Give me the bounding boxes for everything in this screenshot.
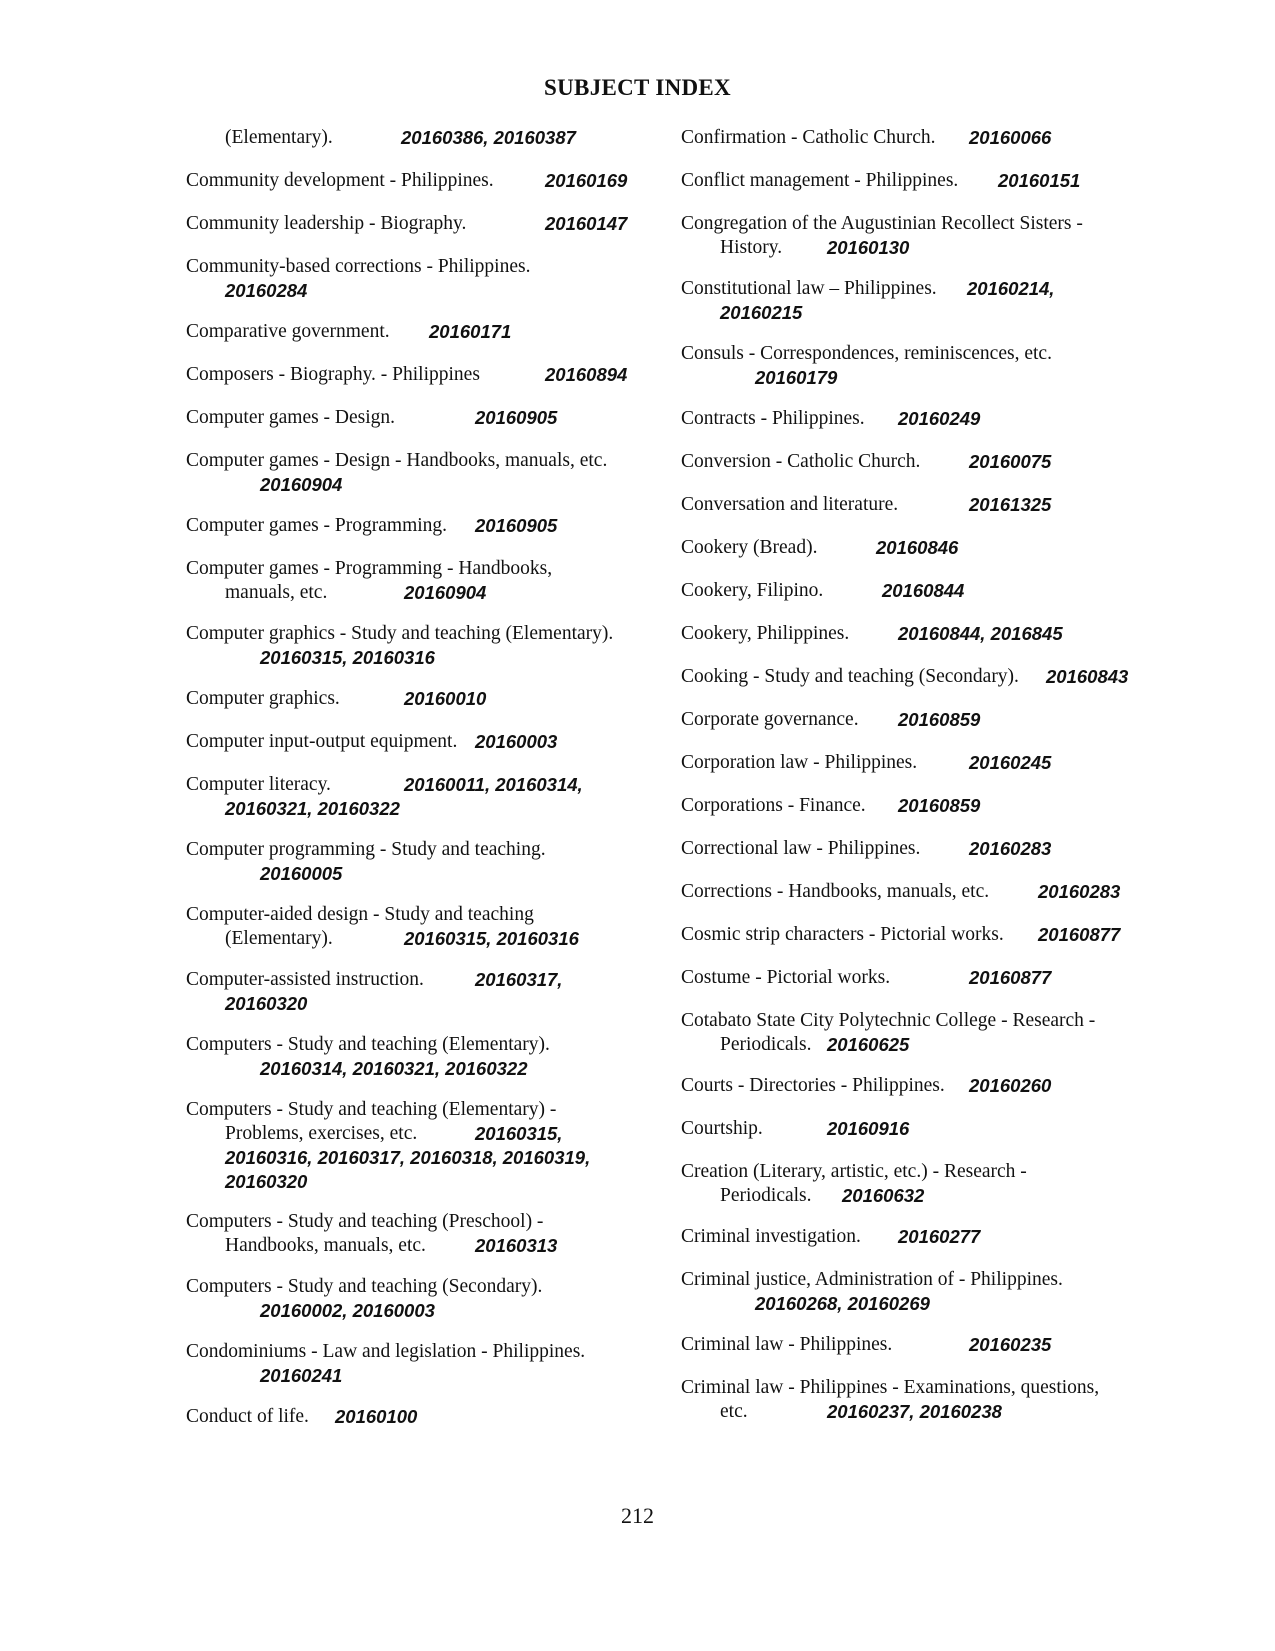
- entry-record-numbers: 20160075: [969, 451, 1052, 472]
- entry-heading: Creation (Literary, artistic, etc.) - Research -: [681, 1161, 1027, 1182]
- entry-line: [186, 1170, 590, 1194]
- entry-record-numbers: 20160010: [404, 688, 487, 709]
- entry-line: [186, 797, 400, 821]
- entry-line: [186, 1275, 542, 1299]
- entry-record-numbers: 20160179: [755, 367, 838, 388]
- entry-record-numbers: 20160241: [260, 1365, 343, 1386]
- entry-record-numbers: 20160844: [882, 580, 965, 601]
- index-entry: [186, 514, 558, 538]
- index-entry: [186, 1210, 558, 1258]
- entry-line: [186, 773, 583, 797]
- index-entry: [681, 1333, 1052, 1357]
- entry-record-numbers: 20160314, 20160321, 20160322: [260, 1058, 528, 1079]
- entry-line: [681, 301, 937, 325]
- entry-line: [186, 1210, 543, 1234]
- index-entry: [681, 708, 981, 732]
- entry-line: [186, 1364, 585, 1388]
- index-entry: [186, 1405, 418, 1429]
- entry-heading: Conversion - Catholic Church.: [681, 451, 921, 472]
- index-entry: [186, 449, 607, 497]
- entry-heading-continued: History.: [720, 237, 783, 258]
- entry-heading: Corporations - Finance.: [681, 795, 866, 816]
- entry-heading: Computer graphics - Study and teaching (Elementary).: [186, 623, 614, 644]
- entry-heading: Corporate governance.: [681, 709, 859, 730]
- page-number: 212: [621, 1503, 654, 1528]
- entry-heading: Cookery, Philippines.: [681, 623, 850, 644]
- entry-line: [681, 1033, 1095, 1057]
- entry-heading: Comparative government.: [186, 321, 390, 342]
- entry-record-numbers: 20160171: [429, 321, 512, 342]
- index-entry: [681, 277, 1055, 325]
- entry-heading: Community development - Philippines.: [186, 170, 494, 191]
- index-entry: [186, 1033, 550, 1081]
- entry-line: [186, 730, 558, 754]
- entry-heading: Computer literacy.: [186, 774, 331, 795]
- entry-record-numbers: 20161325: [969, 494, 1052, 515]
- entry-heading: Cotabato State City Polytechnic College - Research -: [681, 1010, 1096, 1031]
- entry-heading: Conduct of life.: [186, 1406, 309, 1427]
- entry-line: [681, 366, 1052, 390]
- entry-line: [681, 1292, 1063, 1316]
- entry-line: [186, 1098, 590, 1122]
- entry-heading: Cosmic strip characters - Pictorial works.: [681, 924, 1004, 945]
- entry-line: [186, 838, 546, 862]
- entry-heading: Condominiums - Law and legislation - Philippines.: [186, 1341, 586, 1362]
- index-entry: [186, 406, 558, 430]
- entry-heading-continued: (Elementary).: [225, 928, 333, 949]
- index-entry: [681, 751, 1052, 775]
- entry-heading: Computer games - Programming.: [186, 515, 448, 536]
- entry-record-numbers: 20160846: [876, 537, 959, 558]
- index-entry: [681, 212, 1083, 260]
- entry-record-numbers: 20160905: [475, 407, 558, 428]
- entry-line: [186, 1122, 590, 1146]
- index-entry: [186, 622, 613, 670]
- entry-line: [186, 927, 579, 951]
- entry-record-numbers: 20160245: [969, 752, 1052, 773]
- entry-heading: Computer games - Design - Handbooks, manuals, etc.: [186, 450, 608, 471]
- entry-record-numbers: 20160147: [545, 213, 628, 234]
- entry-heading: Computer games - Design.: [186, 407, 396, 428]
- entry-heading-continued: manuals, etc.: [225, 582, 328, 603]
- entry-heading: Cookery (Bread).: [681, 537, 818, 558]
- entry-line: [681, 923, 1121, 947]
- entry-heading: Computers - Study and teaching (Preschool) -: [186, 1211, 544, 1232]
- entry-line: [186, 473, 607, 497]
- entry-line: [681, 1333, 1052, 1357]
- index-entry: [681, 1225, 981, 1249]
- entry-record-numbers: 20160632: [842, 1185, 925, 1206]
- entry-heading: Composers - Biography. - Philippines: [186, 364, 480, 385]
- entry-line: [681, 880, 1121, 904]
- entry-record-numbers: 20160317,: [475, 969, 563, 990]
- entry-record-numbers: 20160003: [475, 731, 558, 752]
- index-entry: [186, 773, 583, 821]
- entry-record-numbers: 20160235: [969, 1334, 1052, 1355]
- entry-line: [681, 126, 1052, 150]
- entry-heading: Cookery, Filipino.: [681, 580, 824, 601]
- entry-heading: Cooking - Study and teaching (Secondary).: [681, 666, 1019, 687]
- index-entry: [681, 169, 1081, 193]
- index-entry: [186, 212, 628, 236]
- entry-heading: Computer-assisted instruction.: [186, 969, 424, 990]
- index-entry: [186, 557, 552, 605]
- index-entry: [681, 126, 1052, 150]
- entry-record-numbers: 20160100: [335, 1406, 418, 1427]
- entry-heading: Computer games - Programming - Handbooks,: [186, 558, 553, 579]
- entry-line: [186, 363, 628, 387]
- index-entry: [681, 966, 1052, 990]
- entry-line: [681, 212, 1083, 236]
- entry-record-numbers: 20160249: [898, 408, 981, 429]
- entry-heading: Costume - Pictorial works.: [681, 967, 891, 988]
- entry-line: [186, 169, 628, 193]
- index-entry: [186, 1275, 542, 1323]
- entry-heading: Criminal investigation.: [681, 1226, 861, 1247]
- entry-line: [681, 837, 1052, 861]
- index-entry: [681, 493, 1052, 517]
- entry-line: [186, 1340, 585, 1364]
- entry-record-numbers: 20160904: [404, 582, 487, 603]
- entry-record-numbers: 20160277: [898, 1226, 981, 1247]
- entry-line: [186, 581, 552, 605]
- index-entry: [681, 450, 1052, 474]
- entry-record-numbers-continued: 20160320: [225, 993, 308, 1014]
- entry-record-numbers: 20160283: [1038, 881, 1121, 902]
- index-entry: [186, 363, 628, 387]
- index-entry: [681, 1268, 1063, 1316]
- entry-line: [186, 126, 576, 150]
- entry-heading: Consuls - Correspondences, reminiscences, etc.: [681, 343, 1052, 364]
- entry-record-numbers: 20160283: [969, 838, 1052, 859]
- entry-record-numbers: 20160005: [260, 863, 343, 884]
- entry-heading-continued: etc.: [720, 1401, 748, 1422]
- entry-heading: Correctional law - Philippines.: [681, 838, 921, 859]
- entry-line: [681, 622, 1063, 646]
- entry-heading: Computers - Study and teaching (Elementary).: [186, 1034, 550, 1055]
- index-entry: [681, 837, 1052, 861]
- entry-line: [186, 1405, 418, 1429]
- entry-heading: Conversation and literature.: [681, 494, 899, 515]
- entry-line: [681, 1160, 1027, 1184]
- entry-line: [186, 320, 512, 344]
- entry-line: [186, 557, 552, 581]
- entry-heading: (Elementary).: [225, 127, 333, 148]
- entry-line: [681, 1376, 1099, 1400]
- entry-heading: Criminal law - Philippines - Examinations, questions,: [681, 1377, 1100, 1398]
- index-entry: [681, 794, 981, 818]
- entry-heading: Constitutional law – Philippines.: [681, 278, 937, 299]
- entry-record-numbers: 20160284: [225, 280, 308, 301]
- entry-heading: Courts - Directories - Philippines.: [681, 1075, 945, 1096]
- entry-heading: Computers - Study and teaching (Secondary).: [186, 1276, 543, 1297]
- entry-line: [186, 1299, 542, 1323]
- entry-line: [186, 279, 530, 303]
- entry-line: [186, 968, 563, 992]
- page-title: SUBJECT INDEX: [544, 75, 731, 100]
- entry-heading: Criminal law - Philippines.: [681, 1334, 893, 1355]
- index-entry: [186, 687, 487, 711]
- entry-record-numbers: 20160313: [475, 1235, 558, 1256]
- entry-line: [186, 255, 530, 279]
- index-entry: [186, 320, 512, 344]
- index-entry: [681, 665, 1129, 689]
- entry-record-numbers: 20160843: [1046, 666, 1129, 687]
- index-entry: [681, 1074, 1052, 1098]
- entry-heading: Courtship.: [681, 1118, 763, 1139]
- index-entry: [186, 169, 628, 193]
- index-entry: [681, 880, 1121, 904]
- entry-heading-continued: Periodicals.: [720, 1034, 812, 1055]
- entry-record-numbers: 20160859: [898, 709, 981, 730]
- entry-record-numbers: 20160894: [545, 364, 628, 385]
- index-entry: [681, 407, 981, 431]
- entry-line: [186, 514, 558, 538]
- entry-record-numbers: 20160877: [1038, 924, 1121, 945]
- entry-heading: Criminal justice, Administration of - Philippines.: [681, 1269, 1063, 1290]
- entry-record-numbers: 20160905: [475, 515, 558, 536]
- entry-heading-continued: Handbooks, manuals, etc.: [225, 1235, 426, 1256]
- entry-line: [186, 1057, 550, 1081]
- entry-heading: Confirmation - Catholic Church.: [681, 127, 936, 148]
- entry-line: [186, 687, 487, 711]
- entry-record-numbers: 20160904: [260, 474, 343, 495]
- entry-record-numbers: 20160625: [827, 1034, 910, 1055]
- entry-line: [186, 862, 546, 886]
- entry-line: [186, 1033, 550, 1057]
- index-entry: [186, 255, 530, 303]
- entry-record-numbers: 20160151: [998, 170, 1081, 191]
- entry-line: [681, 407, 981, 431]
- entry-line: [186, 406, 558, 430]
- entry-line: [681, 794, 981, 818]
- entry-line: [681, 1268, 1063, 1292]
- entry-line: [681, 493, 1052, 517]
- entry-heading: Computer-aided design - Study and teaching: [186, 904, 534, 925]
- entry-line: [681, 579, 965, 603]
- entry-line: [681, 1117, 910, 1141]
- index-entry: [186, 126, 576, 150]
- index-entry: [681, 536, 959, 560]
- entry-heading: Computer input-output equipment.: [186, 731, 458, 752]
- entry-record-numbers: 20160916: [827, 1118, 910, 1139]
- entry-line: [186, 212, 628, 236]
- entry-heading: Computers - Study and teaching (Elementary) -: [186, 1099, 557, 1120]
- index-entry: [681, 622, 1063, 646]
- entry-line: [186, 622, 613, 646]
- entry-heading: Corporation law - Philippines.: [681, 752, 918, 773]
- entry-record-numbers: 20160066: [969, 127, 1052, 148]
- entry-line: [681, 1074, 1052, 1098]
- index-entry: [681, 1376, 1099, 1424]
- index-entry: [681, 342, 1052, 390]
- entry-line: [681, 450, 1052, 474]
- entry-line: [186, 1234, 558, 1258]
- entry-heading: Community-based corrections - Philippines.: [186, 256, 531, 277]
- index-entry: [186, 1340, 585, 1388]
- entry-line: [681, 665, 1129, 689]
- entry-record-numbers: 20160844, 2016845: [898, 623, 1063, 644]
- entry-heading: Computer graphics.: [186, 688, 340, 709]
- entry-line: [681, 966, 1052, 990]
- entry-line: [681, 236, 1083, 260]
- entry-record-numbers: 20160877: [969, 967, 1052, 988]
- entry-record-numbers: 20160169: [545, 170, 628, 191]
- entry-line: [681, 1400, 1099, 1424]
- entry-line: [681, 277, 1055, 301]
- entry-record-numbers: 20160268, 20160269: [755, 1293, 930, 1314]
- index-entry: [186, 730, 558, 754]
- entry-heading-continued: Problems, exercises, etc.: [225, 1123, 418, 1144]
- entry-line: [681, 1184, 1027, 1208]
- entry-record-numbers: 20160315, 20160316: [260, 647, 435, 668]
- entry-record-numbers: 20160002, 20160003: [260, 1300, 435, 1321]
- entry-line: [681, 1225, 981, 1249]
- index-entry: [681, 923, 1121, 947]
- entry-record-numbers: 20160011, 20160314,: [404, 774, 583, 795]
- entry-record-numbers: 20160130: [827, 237, 910, 258]
- entry-line: [681, 342, 1052, 366]
- entry-record-numbers: 20160315, 20160316: [404, 928, 579, 949]
- entry-record-numbers-continued: 20160316, 20160317, 20160318, 20160319,: [225, 1147, 591, 1168]
- index-entry: [186, 968, 563, 1016]
- entry-record-numbers: 20160214,: [967, 278, 1055, 299]
- entry-heading: Congregation of the Augustinian Recollect Sisters -: [681, 213, 1083, 234]
- entry-record-numbers: 20160859: [898, 795, 981, 816]
- entry-heading-continued: Periodicals.: [720, 1185, 812, 1206]
- index-entry: [681, 1160, 1027, 1208]
- entry-record-numbers: 20160237, 20160238: [827, 1401, 1002, 1422]
- entry-heading: Community leadership - Biography.: [186, 213, 467, 234]
- entry-line: [186, 449, 607, 473]
- entry-heading: Computer programming - Study and teaching.: [186, 839, 546, 860]
- entry-heading: Conflict management - Philippines.: [681, 170, 959, 191]
- entry-record-numbers: 20160386, 20160387: [401, 127, 576, 148]
- entry-line: [186, 1146, 590, 1170]
- entry-line: [681, 536, 959, 560]
- index-entry: [186, 1098, 590, 1194]
- index-entry: [186, 903, 579, 951]
- index-entry: [681, 1117, 910, 1141]
- entry-heading: Contracts - Philippines.: [681, 408, 865, 429]
- entry-line: [186, 646, 613, 670]
- index-entry: [681, 1009, 1095, 1057]
- entry-line: [681, 169, 1081, 193]
- entry-record-numbers-continued: 20160215: [720, 302, 803, 323]
- entry-heading: Corrections - Handbooks, manuals, etc.: [681, 881, 990, 902]
- entry-line: [186, 903, 534, 927]
- entry-record-numbers: 20160260: [969, 1075, 1052, 1096]
- index-entry: [186, 838, 546, 886]
- entry-record-numbers-continued: 20160321, 20160322: [225, 798, 400, 819]
- entry-line: [186, 992, 424, 1016]
- entry-line: [681, 708, 981, 732]
- index-entry: [681, 579, 965, 603]
- entry-line: [681, 751, 1052, 775]
- entry-record-numbers: 20160315,: [475, 1123, 563, 1144]
- entry-line: [681, 1009, 1095, 1033]
- entry-record-numbers-continued: 20160320: [225, 1171, 308, 1192]
